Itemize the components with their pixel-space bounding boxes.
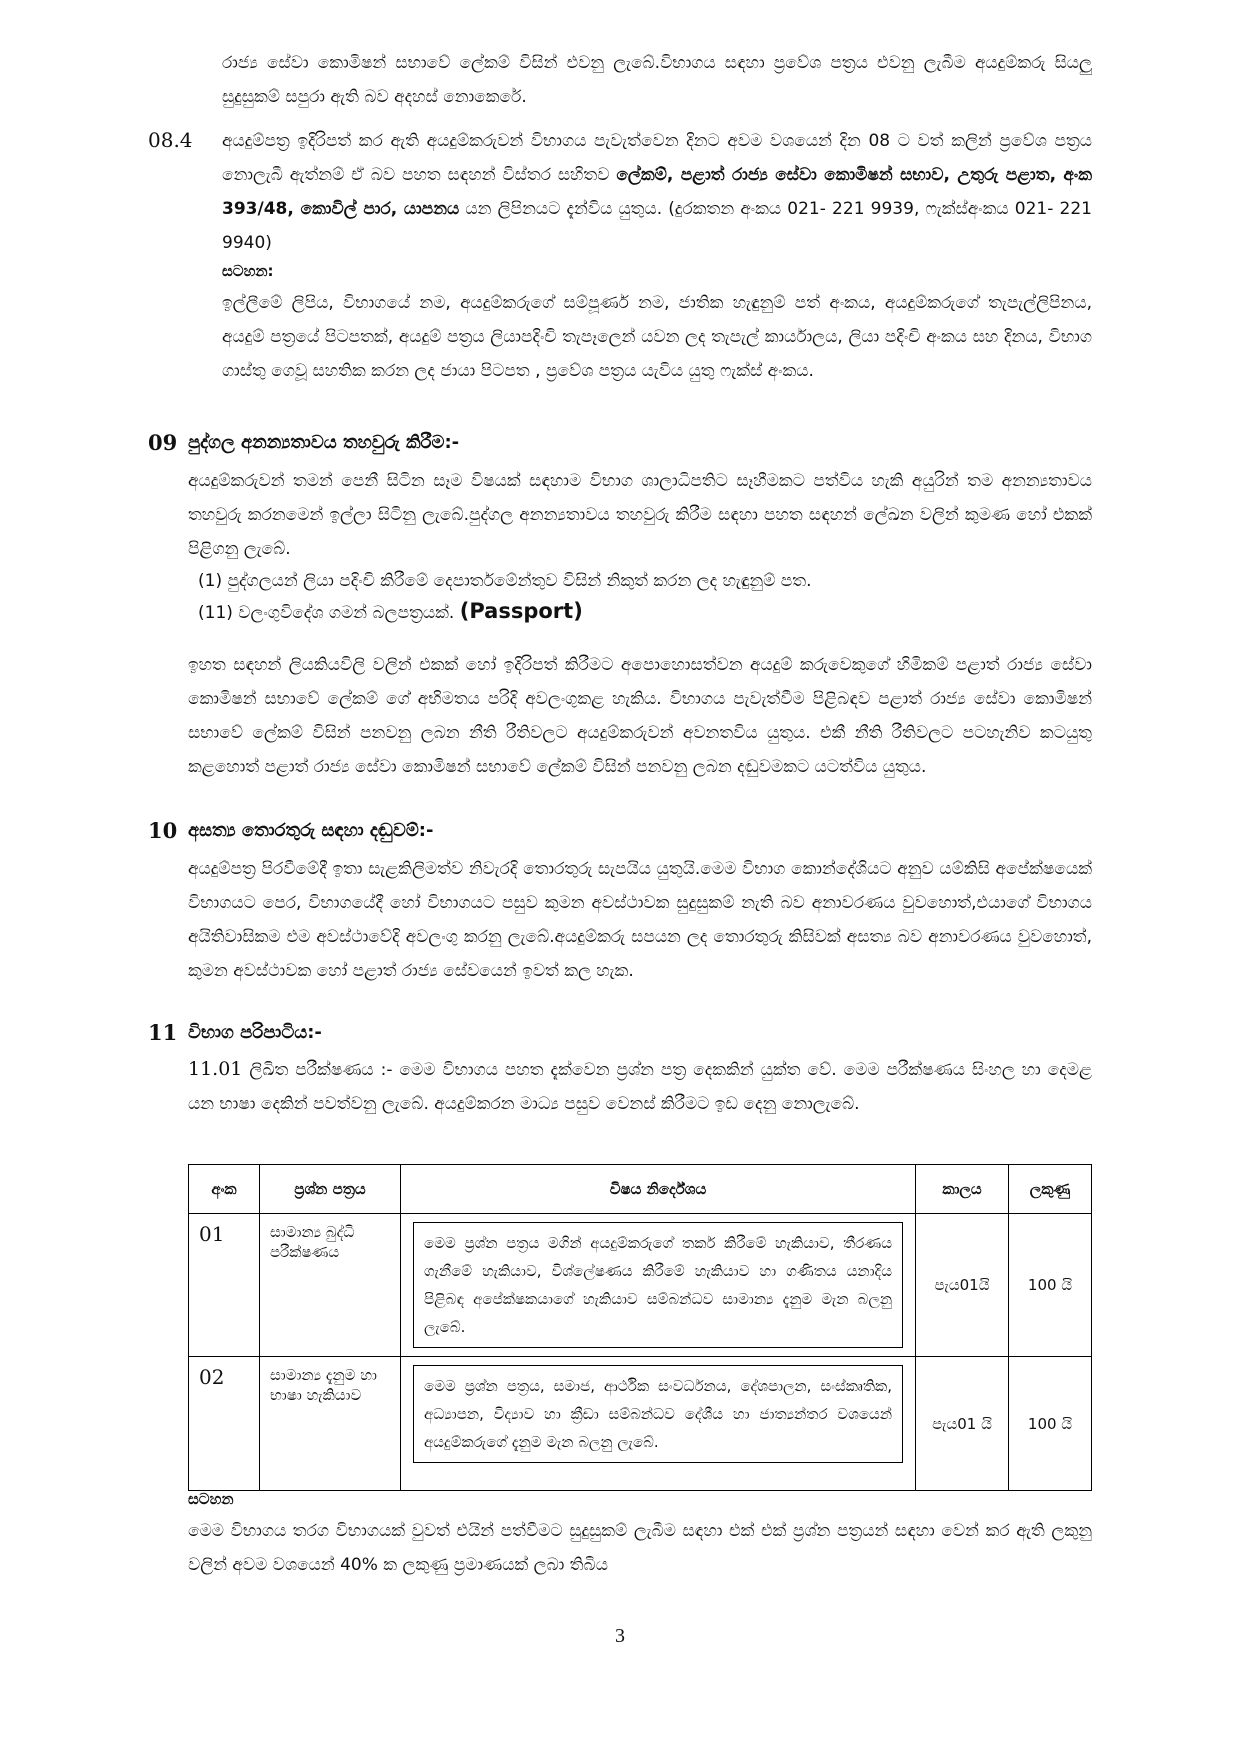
section-09-text: අයදුම්කරුවන් තමන් පෙනී සිටින සෑම විෂයක් සඳහාම විභාග ශාලාධිපතිට සෑහීමකට පත්විය හැකි අයුරින් තම අනන්‍යතාවය තහවුරු කරනමෙන් ඉල්ලා සිටිනු ලැබේ.පුද්ගල අනන්‍යතාවය තහවුරු කිරීම සඳහා පහත සඳහන් ලේඛන වලින් කුමණ හෝ එකක් පිළිගනු ලැබේ. [188,471,1092,559]
section-11-number: 11 [148,1020,178,1045]
section-10-number: 10 [148,818,178,843]
section-11-01-title: ලිඛිත පරීක්ෂණය :- [249,1060,393,1080]
id-document-item-2 [198,596,1078,628]
row-1-syllabus-text: මෙම ප්‍රශ්න පත්‍රය මගින් අයදුම්කරුගේ තර්ක කිරීමේ හැකියාව, තීරණය ගැනීමේ හැකියාව, විශ්ලේෂණය කිරීමේ හැකියාව හා ගණිතය යනාදිය පිළිබඳ අපේක්ෂකයාගේ හැකියාව සම්බන්ධව සාමාන්‍ය දැනුම මැන බලනු ලැබේ. [413,1222,903,1348]
note-title: සටහන: [222,262,274,280]
section-08-4-text [222,124,1092,260]
bottom-note-title: සටහන [188,1490,234,1508]
section-08-4-text-pre: අයදුම්පත්‍ර ඉදිරිපත් කර ඇති අයදුම්කරුවන් විභාගය පැවැත්වෙන දිනට අවම වශයෙන් දින 08 ට වත් කලින් ප්‍රවේශ පත්‍රය නොලැබී ඇත්නම් ඒ බව පහත සඳහන් විස්තර සහිතව [222,131,1092,185]
row-2-marks: 100 යි [1009,1357,1092,1491]
header-marks: ලකුණු [1009,1165,1092,1214]
section-11-01-text [188,1052,1092,1121]
section-09-number: 09 [148,430,178,455]
passport-label: (Passport) [459,599,583,623]
row-2-time: පැය01 යි [916,1357,1009,1491]
header-number: අංක [189,1165,260,1214]
page-number: 3 [615,1625,625,1647]
section-09-title: පුද්ගල අනන්‍යතාවය තහවුරු කිරීම:- [188,432,460,453]
section-10-title: අසත්‍ය තොරතුරු සඳහා දඬුවම්:- [188,820,434,841]
section-11-01-body: මෙම විභාගය පහත දැක්වෙන ප්‍රශ්න පත්‍ර දෙකකින් යුක්ත වේ. මෙම පරීක්ෂණය සිංහල හා දෙමළ යන භාෂා දෙකින් පවත්වනු ලැබේ. අයදුම්කරන මාධ්‍ය පසුව වෙනස් කිරීමට ඉඩ දෙනු නොලැබේ. [188,1060,1092,1114]
id-document-item-1: (1) පුද්ගලයන් ලියා පදිංචි කිරීමේ දෙපාර්තමේන්තුව විසින් නිකුත් කරන ලද හැඳුනුම් පත. [198,571,812,591]
header-paper: ප්‍රශ්න පත්‍රය [260,1165,401,1214]
row-1-number: 01 [189,1214,260,1357]
section-08-4-number: 08.4 [148,128,193,152]
section-08-4-text-post: යන ලිපිනයට දැන්විය යුතුය. (දුරකතන අංකය 021- 221 9939, ෆැක්ස්අංකය 021- 221 9940) [222,199,1092,253]
row-2-syllabus-text: මෙම ප්‍රශ්න පත්‍රය, සමාජ, ආර්ථික සංවර්ධනය, දේශපාලන, සංස්කෘතික, අධ්‍යාපන, විද්‍යාව හා ක්‍රීඩා සම්බන්ධව දේශීය හා ජාත්‍යන්තර වශයෙන් අයදුම්කරුගේ දැනුම මැන බලනු ලැබේ. [413,1365,903,1463]
row-1-paper: සාමාන්‍ය බුද්ධි පරීක්ෂණය [260,1214,401,1357]
note-text: ඉල්ලීමේ ලිපිය, විභාගයේ නම, අයදුම්කරුගේ සම්පූර්ණ නම, ජාතික හැඳුනුම් පත් අංකය, අයදුම්කරුගේ තැපැල්ලිපිනය, අයදුම් පත්‍රයේ පිටපතක්, අයදුම් පත්‍රය ලියාපදිංචි තැපෑලෙන් යවන ලද තැපැල් කාර්යාලය, ලියා පදිංචි අංකය සහ දිනය, විභාග ගාස්තු ගෙවූ සහතික කරන ලද ජායා පිටපත , ප්‍රවේශ පත්‍රය යැවිය යුතු ෆැක්ස් අංකය. [222,293,1092,381]
row-1-marks: 100 යි [1009,1214,1092,1357]
row-1-syllabus [401,1214,916,1357]
section-09-text-2: ඉහත සඳහන් ලියකියවිලි වලින් එකක් හෝ ඉදිරිපත් කිරීමට අපොහොසත්වන අයදුම් කරුවෙකුගේ හිමිකම් පළාත් රාජ්‍ය සේවා කොමිෂන් සභාවේ ලේකම් ගේ අභිමතය පරිදි අවලංගුකළ හැකිය. විභාගය පැවැත්වීම පිළිබඳව පළාත් රාජ්‍ය සේවා කොමිෂන් සභාවේ ලේකම් විසින් පනවනු ලබන නීති රීතිවලට අයදුම්කරුවන් අවනතවිය යුතුය. එකී නීති රීතිවලට පටහැනිව කටයුතු කළහොත් පළාත් රාජ්‍ය සේවා කොමිෂන් සභාවේ ලේකම් විසින් පනවනු ලබන දඬුවමකට යටත්විය යුතුය. [188,655,1092,777]
continued-paragraph: රාජ්‍ය සේවා කොමිෂන් සභාවේ ලේකම් විසින් එවනු ලැබේ.විභාගය සඳහා ප්‍රවේශ පත්‍රය එවනු ලැබීම අයදුම්කරු සියලු සුදුසුකම් සපුරා ඇති බව අදහස් නොකෙරේ. [222,53,1092,107]
table-row [189,1357,1092,1491]
table-header-row [189,1165,1092,1214]
id-document-item-2-text: (11) වලංගුවිදේශ ගමන් බලපත්‍රයක්. [198,603,455,623]
table-row [189,1214,1092,1357]
secretary-address: ලේකම්, පළාත් රාජ්‍ය සේවා කොමිෂන් සභාව, උතුරු පළාත, අංක 393/48, කොවිල් පාර, යාපනය [222,165,1093,219]
exam-papers-table [188,1164,1092,1491]
header-time: කාලය [916,1165,1009,1214]
row-2-number: 02 [189,1357,260,1491]
section-10-text: අයදුම්පත්‍ර පිරවීමේදී ඉතා සැළකිලිමත්ව නිවැරදි තොරතුරු සැපයිය යුතුයි.මෙම විභාග කොන්දේශියට අනුව යම්කිසි අපේක්ෂයෙක් විභාගයට පෙර, විභාගයේදී හෝ විභාගයට පසුව කුමන අවස්ථාවක සුදුසුකම් නැති බව අනාවරණය වුවහොත්,එයාගේ විභාගය අයිතිවාසිකම එම අවස්ථාවේදි අවලංගු කරනු ලැබේ.අයදුම්කරු සපයන ලද තොරතුරු කිසිවක් අසත්‍ය බව අනාවරණය වුවහොත්, කුමන අවස්ථාවක හෝ පළාත් රාජ්‍ය සේවයෙන් ඉවත් කල හැක. [188,859,1092,981]
row-1-time: පැය01යි [916,1214,1009,1357]
row-2-syllabus [401,1357,916,1491]
row-2-paper: සාමාන්‍ය දැනුම හා භාෂා හැකියාව [260,1357,401,1491]
section-11-01-number: 11.01 [188,1058,243,1080]
bottom-note-text: මෙම විභාගය තරග විභාගයක් වුවත් එයින් පත්වීමට සුදුසුකම් ලැබීම සඳහා එක් එක් ප්‍රශ්න පත්‍රයන් සඳහා වෙන් කර ඇති ලකුනු වලින් අවම වශයෙන් 40% ක ලකුණු ප්‍රමාණයක් ලබා තිබිය [188,1521,1092,1575]
section-11-title: විභාග පරිපාටිය:- [188,1022,322,1043]
header-syllabus: විෂය නිර්දේශය [401,1165,916,1214]
